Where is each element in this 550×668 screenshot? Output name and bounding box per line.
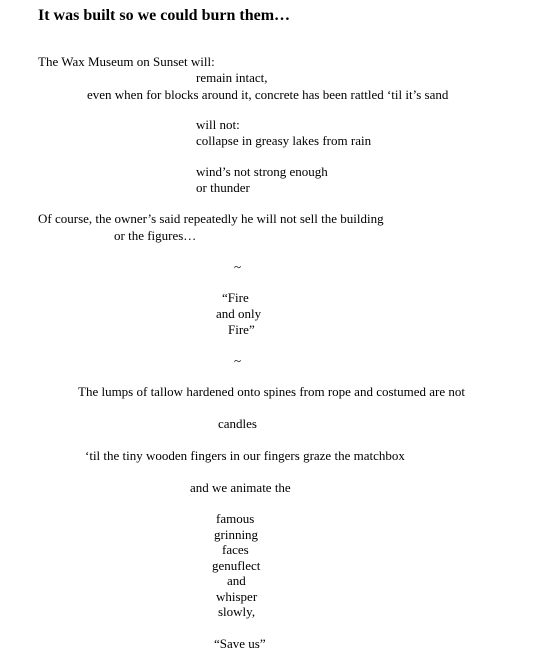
poem-line: whisper: [216, 589, 258, 604]
poem-line: even when for blocks around it, concrete has been rattled ‘til it’s sand: [87, 87, 449, 102]
poem-line: The lumps of tallow hardened onto spines from rope and costumed are not: [78, 384, 466, 399]
poem-line: ‘til the tiny wooden fingers in our fingers graze the matchbox: [85, 448, 405, 463]
poem-line: Fire”: [228, 322, 255, 337]
poem-title: It was built so we could burn them…: [38, 7, 291, 24]
poem-line: and: [227, 573, 246, 588]
section-divider: ~: [234, 353, 242, 368]
poem-line: famous: [216, 511, 255, 526]
poem-line: and we animate the: [190, 480, 291, 495]
poem-line: The Wax Museum on Sunset will:: [38, 54, 215, 69]
poem-line: “Save us”: [214, 636, 266, 651]
poem-line: or the figures…: [114, 228, 197, 243]
poem-line: wind’s not strong enough: [196, 164, 328, 179]
section-divider: ~: [234, 259, 242, 274]
poem-line: candles: [218, 416, 257, 431]
poem-line: collapse in greasy lakes from rain: [196, 133, 372, 148]
poem-line: grinning: [214, 527, 259, 542]
poem-line: will not:: [196, 117, 240, 132]
poem-line: Of course, the owner’s said repeatedly he will not sell the building: [38, 211, 384, 226]
poem-line: slowly,: [218, 604, 256, 619]
poem-line: and only: [216, 306, 262, 321]
poem-line: genuflect: [212, 558, 261, 573]
poem-line: or thunder: [196, 180, 250, 195]
poem-line: “Fire: [222, 290, 249, 305]
poem-line: faces: [222, 542, 249, 557]
poem-line: remain intact,: [196, 70, 268, 85]
